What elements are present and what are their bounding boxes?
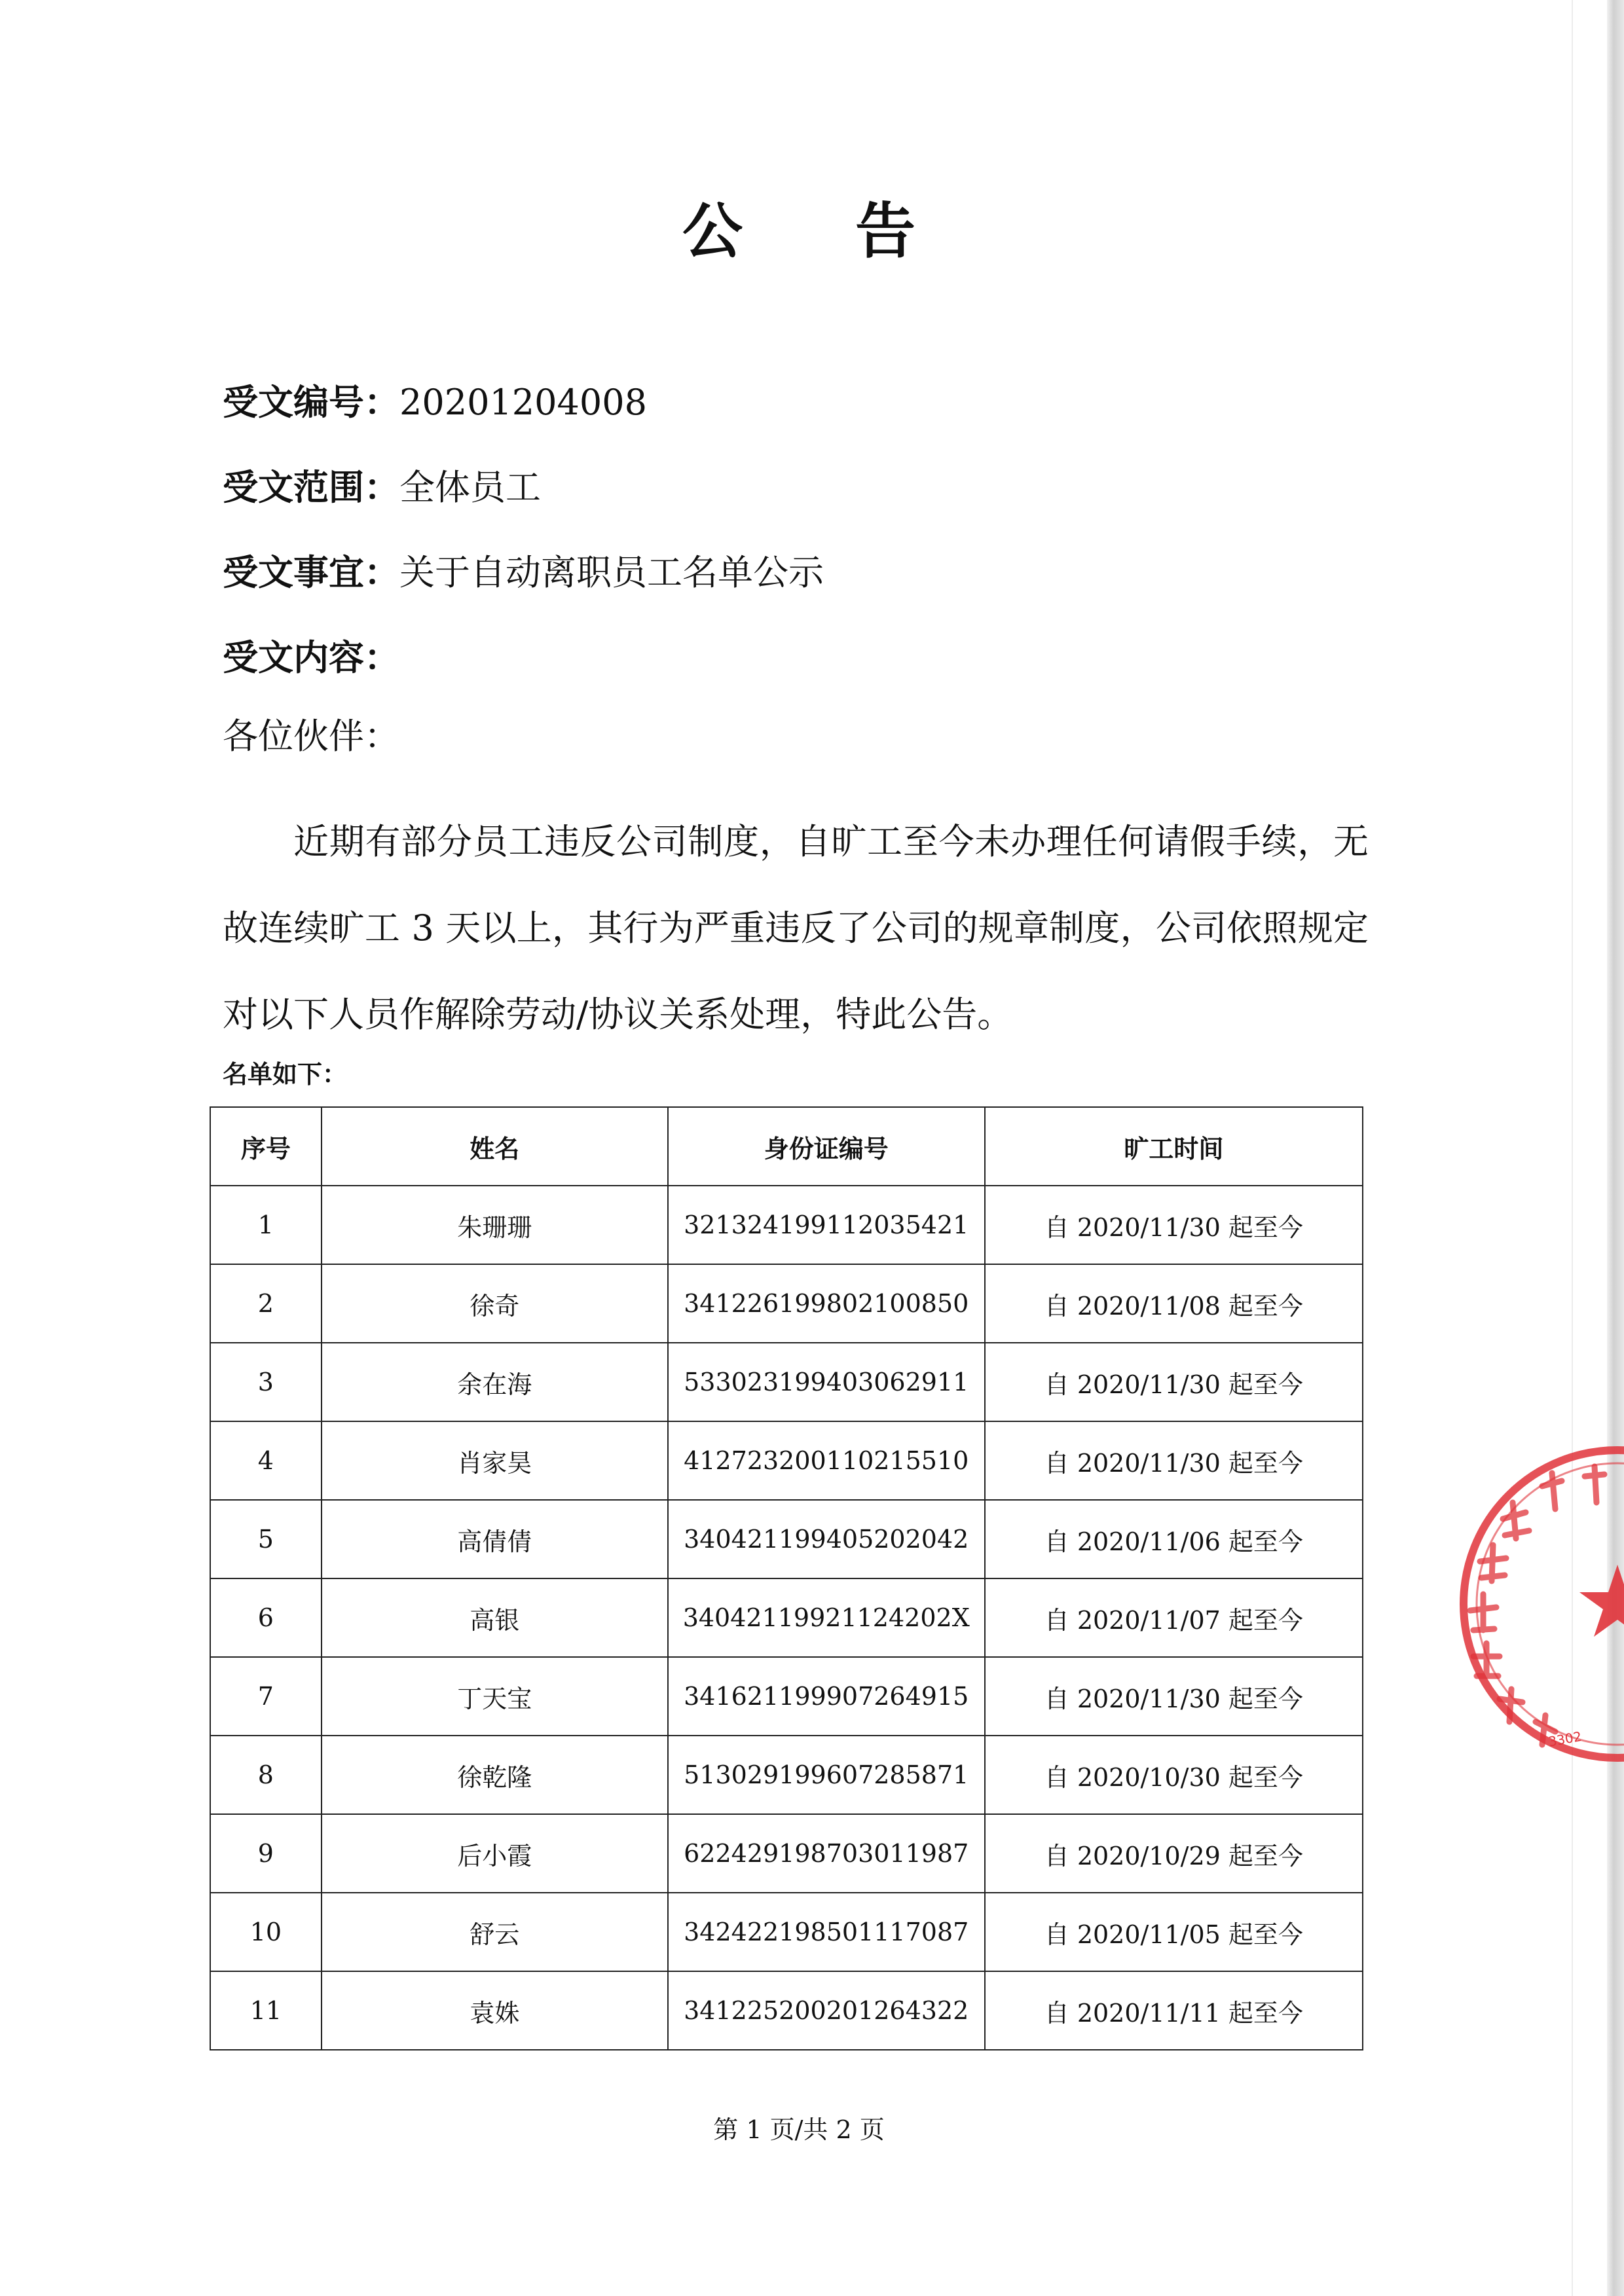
- cell-absence-time: 自 2020/11/30 起至今: [985, 1186, 1363, 1264]
- cell-index: 6: [210, 1578, 322, 1657]
- cell-index: 5: [210, 1500, 322, 1578]
- cell-index: 2: [210, 1264, 322, 1343]
- page-footer: 第 1 页/共 2 页: [713, 2115, 885, 2144]
- list-caption: 名单如下：: [223, 1060, 348, 1089]
- cell-name: 朱珊珊: [322, 1186, 668, 1264]
- table-row: [210, 1736, 1363, 1814]
- cell-name: 高银: [322, 1578, 668, 1657]
- cell-absence-time: 自 2020/11/08 起至今: [985, 1264, 1363, 1343]
- table-row: [210, 1421, 1363, 1500]
- header-name: 姓名: [322, 1107, 668, 1186]
- header-id-number: 身份证编号: [668, 1107, 985, 1186]
- cell-index: 8: [210, 1736, 322, 1814]
- doc-number-value: 20201204008: [399, 382, 647, 423]
- header-index: 序号: [210, 1107, 322, 1186]
- scope-value: 全体员工: [399, 467, 541, 508]
- cell-index: 1: [210, 1186, 322, 1264]
- scan-artifact-edge: [1607, 0, 1624, 2296]
- doc-number-line: [223, 376, 647, 429]
- subject-line: [223, 547, 824, 599]
- cell-id-number: 513029199607285871: [668, 1736, 985, 1814]
- content-line: [223, 632, 399, 684]
- doc-number-label: 受文编号：: [223, 382, 399, 423]
- company-seal: [1421, 1440, 1624, 1768]
- cell-id-number: 34042119921124202X: [668, 1578, 985, 1657]
- employee-table: [210, 1106, 1363, 2050]
- cell-name: 徐乾隆: [322, 1736, 668, 1814]
- cell-absence-time: 自 2020/11/30 起至今: [985, 1343, 1363, 1421]
- cell-absence-time: 自 2020/10/29 起至今: [985, 1814, 1363, 1893]
- cell-absence-time: 自 2020/11/05 起至今: [985, 1893, 1363, 1971]
- scope-line: [223, 462, 541, 514]
- cell-name: 徐奇: [322, 1264, 668, 1343]
- table-row: [210, 1578, 1363, 1657]
- content-label: 受文内容：: [223, 637, 399, 678]
- cell-index: 7: [210, 1657, 322, 1736]
- cell-index: 9: [210, 1814, 322, 1893]
- cell-id-number: 341621199907264915: [668, 1657, 985, 1736]
- table-row: [210, 1893, 1363, 1971]
- cell-absence-time: 自 2020/11/30 起至今: [985, 1421, 1363, 1500]
- table-header-row: [210, 1107, 1363, 1186]
- cell-index: 11: [210, 1971, 322, 2050]
- cell-absence-time: 自 2020/11/11 起至今: [985, 1971, 1363, 2050]
- subject-label: 受文事宜：: [223, 552, 399, 593]
- scan-artifact-line: [1572, 0, 1573, 2296]
- cell-absence-time: 自 2020/11/07 起至今: [985, 1578, 1363, 1657]
- cell-index: 3: [210, 1343, 322, 1421]
- seal-number: 3302: [1547, 1728, 1583, 1750]
- table-row: [210, 1657, 1363, 1736]
- cell-name: 肖家昊: [322, 1421, 668, 1500]
- table-row: [210, 1971, 1363, 2050]
- cell-index: 10: [210, 1893, 322, 1971]
- cell-id-number: 342422198501117087: [668, 1893, 985, 1971]
- table-row: [210, 1500, 1363, 1578]
- star-seal-icon: [1579, 1565, 1624, 1637]
- cell-id-number: 321324199112035421: [668, 1186, 985, 1264]
- cell-id-number: 340421199405202042: [668, 1500, 985, 1578]
- cell-id-number: 533023199403062911: [668, 1343, 985, 1421]
- table-row: [210, 1264, 1363, 1343]
- cell-absence-time: 自 2020/11/06 起至今: [985, 1500, 1363, 1578]
- cell-id-number: 341225200201264322: [668, 1971, 985, 2050]
- table-row: [210, 1814, 1363, 1893]
- table-row: [210, 1186, 1363, 1264]
- greeting: 各位伙伴：: [223, 716, 399, 757]
- cell-absence-time: 自 2020/10/30 起至今: [985, 1736, 1363, 1814]
- header-absence-time: 旷工时间: [985, 1107, 1363, 1186]
- cell-name: 袁姝: [322, 1971, 668, 2050]
- cell-name: 高倩倩: [322, 1500, 668, 1578]
- cell-id-number: 412723200110215510: [668, 1421, 985, 1500]
- subject-value: 关于自动离职员工名单公示: [399, 552, 824, 593]
- cell-name: 舒云: [322, 1893, 668, 1971]
- cell-id-number: 622429198703011987: [668, 1814, 985, 1893]
- cell-absence-time: 自 2020/11/30 起至今: [985, 1657, 1363, 1736]
- body-paragraph: 近期有部分员工违反公司制度，自旷工至今未办理任何请假手续，无故连续旷工 3 天以上，其行为严重违反了公司的规章制度，公司依照规定对以下人员作解除劳动/协议关系处理，特此公告。: [223, 821, 1369, 1035]
- document-title: 公 告: [682, 196, 962, 266]
- table-row: [210, 1343, 1363, 1421]
- seal-lettering: [1470, 1467, 1604, 1745]
- cell-index: 4: [210, 1421, 322, 1500]
- cell-name: 后小霞: [322, 1814, 668, 1893]
- scope-label: 受文范围：: [223, 467, 399, 508]
- cell-id-number: 341226199802100850: [668, 1264, 985, 1343]
- cell-name: 余在海: [322, 1343, 668, 1421]
- cell-name: 丁天宝: [322, 1657, 668, 1736]
